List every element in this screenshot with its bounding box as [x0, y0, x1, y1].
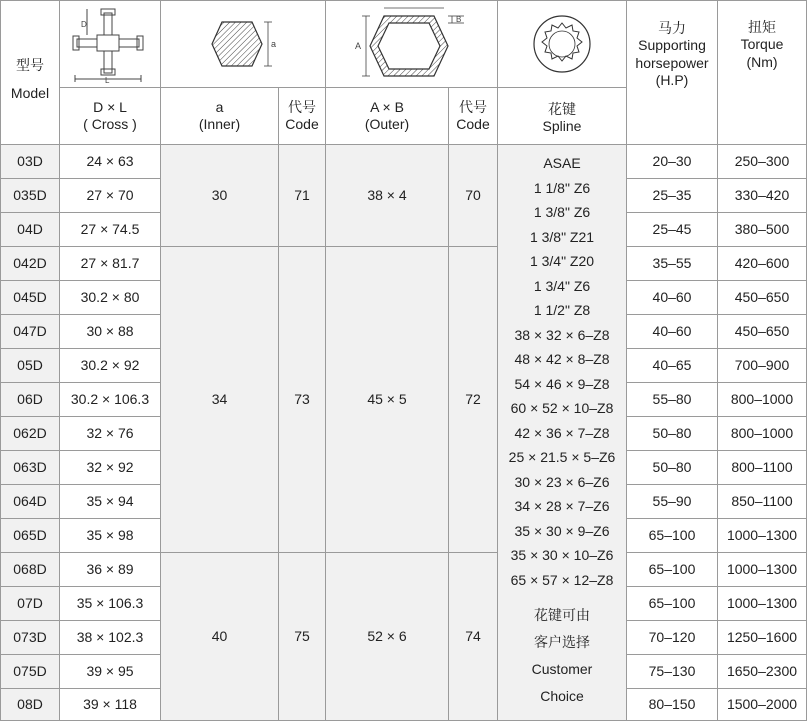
- model-cell: 063D: [1, 451, 60, 485]
- inner-a-label: a: [271, 39, 277, 49]
- cross-cell: 27 × 74.5: [60, 213, 161, 247]
- cross-cell: 38 × 102.3: [60, 621, 161, 655]
- spline-metric-item: 35 × 30 × 10–Z6: [510, 547, 614, 563]
- spline-icon: [527, 9, 597, 79]
- spline-custom-en1: Customer: [531, 661, 593, 677]
- hp-cell: 55–90: [627, 485, 718, 519]
- header-spline-en: Spline: [542, 118, 582, 134]
- spline-asae-item: 1 1/8" Z6: [533, 179, 591, 196]
- hp-cell: 50–80: [627, 451, 718, 485]
- header-outer-sub: (Outer): [364, 116, 410, 132]
- spline-metric-item: 38 × 32 × 6–Z8: [514, 326, 610, 343]
- outer-hex-icon: [352, 4, 472, 84]
- cross-diagram-cell: [60, 1, 161, 88]
- spline-metric-item: 65 × 57 × 12–Z8: [510, 571, 614, 588]
- hp-cell: 25–45: [627, 213, 718, 247]
- cross-cell: 35 × 94: [60, 485, 161, 519]
- torque-cell: 250–300: [718, 145, 807, 179]
- spline-metric-item: 34 × 28 × 7–Z6: [514, 498, 610, 514]
- header-hp-en1: Supporting: [638, 37, 706, 53]
- spline-asae-item: 1 1/2" Z8: [533, 302, 591, 318]
- header-torque-en1: Torque: [740, 36, 784, 52]
- cross-cell: 27 × 81.7: [60, 247, 161, 281]
- spline-asae-item: 1 3/8" Z21: [529, 228, 595, 245]
- header-spline-cn: 花键: [548, 100, 576, 117]
- header-outer-code-cn: 代号: [459, 98, 487, 115]
- cross-cell: 30.2 × 92: [60, 349, 161, 383]
- spline-custom-en2: Choice: [540, 688, 584, 704]
- spline-asae-title: ASAE: [543, 155, 581, 171]
- spline-asae-item: 1 3/4" Z6: [533, 277, 591, 294]
- cross-cell: 32 × 76: [60, 417, 161, 451]
- table-row: [1, 553, 807, 587]
- spline-metric-item: 48 × 42 × 8–Z8: [514, 351, 610, 367]
- spline-metric-item: 54 × 46 × 9–Z8: [514, 375, 610, 392]
- spline-asae-item: 1 3/4" Z20: [529, 253, 595, 269]
- cross-cell: 39 × 118: [60, 689, 161, 721]
- header-outer-label: A × B: [370, 98, 404, 115]
- hp-cell: 50–80: [627, 417, 718, 451]
- torque-cell: 1650–2300: [718, 655, 807, 689]
- model-cell: 062D: [1, 417, 60, 451]
- header-inner: [161, 88, 279, 145]
- spline-metric-item: 60 × 52 × 10–Z8: [510, 400, 614, 416]
- header-outer-code: [449, 88, 498, 145]
- header-model-cn: 型号: [16, 57, 44, 73]
- outer-cell: 52 × 6: [326, 553, 449, 721]
- model-cell: 03D: [1, 145, 60, 179]
- hp-cell: 40–60: [627, 281, 718, 315]
- inner-code-cell: 75: [279, 553, 326, 721]
- inner-cell: 40: [161, 553, 279, 721]
- torque-cell: 1000–1300: [718, 519, 807, 553]
- table-row: [1, 145, 807, 179]
- inner-hex-icon: [198, 14, 288, 74]
- cross-cell: 39 × 95: [60, 655, 161, 689]
- header-hp-en2: horsepower: [635, 54, 709, 71]
- model-cell: 068D: [1, 553, 60, 587]
- cross-joint-icon: [67, 5, 153, 83]
- outer-a-label: A: [354, 41, 361, 51]
- outer-b-label: B: [455, 15, 461, 24]
- hp-cell: 55–80: [627, 383, 718, 417]
- hp-cell: 75–130: [627, 655, 718, 689]
- header-cross-label: D × L: [93, 98, 127, 115]
- model-cell: 035D: [1, 179, 60, 213]
- inner-code-cell: 71: [279, 145, 326, 247]
- spline-asae-item: 1 3/8" Z6: [533, 204, 591, 220]
- outer-code-cell: 72: [449, 247, 498, 553]
- table-row: [1, 247, 807, 281]
- cross-cell: 30.2 × 106.3: [60, 383, 161, 417]
- spline-metric-item: 25 × 21.5 × 5–Z6: [508, 449, 616, 465]
- header-torque: [718, 1, 807, 145]
- torque-cell: 380–500: [718, 213, 807, 247]
- inner-cell: 34: [161, 247, 279, 553]
- torque-cell: 330–420: [718, 179, 807, 213]
- torque-cell: 1000–1300: [718, 553, 807, 587]
- header-icon-row: [1, 1, 807, 88]
- inner-cell: 30: [161, 145, 279, 247]
- header-hp: [627, 1, 718, 145]
- cross-cell: 35 × 98: [60, 519, 161, 553]
- header-model-en: Model: [10, 84, 50, 101]
- cross-cell: 36 × 89: [60, 553, 161, 587]
- hp-cell: 65–100: [627, 587, 718, 621]
- torque-cell: 450–650: [718, 281, 807, 315]
- header-model: [1, 1, 60, 145]
- cross-cell: 24 × 63: [60, 145, 161, 179]
- header-hp-cn: 马力: [658, 19, 686, 36]
- cross-d-label: D: [81, 20, 87, 29]
- model-cell: 075D: [1, 655, 60, 689]
- torque-cell: 1000–1300: [718, 587, 807, 621]
- spline-metric-item: 30 × 23 × 6–Z6: [514, 473, 610, 490]
- header-inner-code: [279, 88, 326, 145]
- torque-cell: 450–650: [718, 315, 807, 349]
- model-cell: 04D: [1, 213, 60, 247]
- outer-cell: 38 × 4: [326, 145, 449, 247]
- model-cell: 065D: [1, 519, 60, 553]
- hp-cell: 65–100: [627, 553, 718, 587]
- header-inner-label: a: [215, 98, 224, 115]
- torque-cell: 1500–2000: [718, 689, 807, 721]
- header-spline: [498, 88, 627, 145]
- hp-cell: 65–100: [627, 519, 718, 553]
- header-cross: [60, 88, 161, 145]
- cross-cell: 32 × 92: [60, 451, 161, 485]
- outer-cell: 45 × 5: [326, 247, 449, 553]
- outer-code-cell: 70: [449, 145, 498, 247]
- header-hp-en3: (H.P): [655, 72, 689, 88]
- model-cell: 042D: [1, 247, 60, 281]
- cross-cell: 30 × 88: [60, 315, 161, 349]
- model-cell: 045D: [1, 281, 60, 315]
- inner-code-cell: 73: [279, 247, 326, 553]
- spline-metric-item: 42 × 36 × 7–Z8: [514, 424, 610, 441]
- outer-hex-diagram-cell: [326, 1, 498, 88]
- header-inner-sub: (Inner): [198, 116, 241, 132]
- model-cell: 07D: [1, 587, 60, 621]
- model-cell: 073D: [1, 621, 60, 655]
- hp-cell: 80–150: [627, 689, 718, 721]
- spline-custom-cn2: 客户选择: [534, 634, 590, 650]
- spline-list: [498, 145, 627, 721]
- hp-cell: 40–65: [627, 349, 718, 383]
- header-inner-code-cn: 代号: [288, 98, 316, 115]
- cross-cell: 27 × 70: [60, 179, 161, 213]
- header-torque-cn: 扭矩: [748, 18, 776, 35]
- outer-code-cell: 74: [449, 553, 498, 721]
- hp-cell: 25–35: [627, 179, 718, 213]
- header-outer: [326, 88, 449, 145]
- header-cross-sub: ( Cross ): [83, 116, 137, 132]
- spline-metric-item: 35 × 30 × 9–Z6: [514, 522, 610, 539]
- header-outer-code-en: Code: [456, 116, 490, 132]
- header-inner-code-en: Code: [285, 116, 319, 132]
- model-cell: 05D: [1, 349, 60, 383]
- model-cell: 047D: [1, 315, 60, 349]
- torque-cell: 850–1100: [718, 485, 807, 519]
- torque-cell: 800–1000: [718, 417, 807, 451]
- model-cell: 064D: [1, 485, 60, 519]
- spline-custom-cn1: 花键可由: [534, 607, 590, 623]
- model-cell: 08D: [1, 689, 60, 721]
- inner-hex-diagram-cell: [161, 1, 326, 88]
- spline-diagram-cell: [498, 1, 627, 88]
- header-torque-en2: (Nm): [746, 53, 778, 70]
- model-cell: 06D: [1, 383, 60, 417]
- hp-cell: 35–55: [627, 247, 718, 281]
- torque-cell: 800–1000: [718, 383, 807, 417]
- hp-cell: 40–60: [627, 315, 718, 349]
- torque-cell: 700–900: [718, 349, 807, 383]
- cross-l-label: L: [105, 76, 110, 83]
- cross-cell: 35 × 106.3: [60, 587, 161, 621]
- hp-cell: 20–30: [627, 145, 718, 179]
- cross-cell: 30.2 × 80: [60, 281, 161, 315]
- torque-cell: 420–600: [718, 247, 807, 281]
- torque-cell: 800–1100: [718, 451, 807, 485]
- torque-cell: 1250–1600: [718, 621, 807, 655]
- hp-cell: 70–120: [627, 621, 718, 655]
